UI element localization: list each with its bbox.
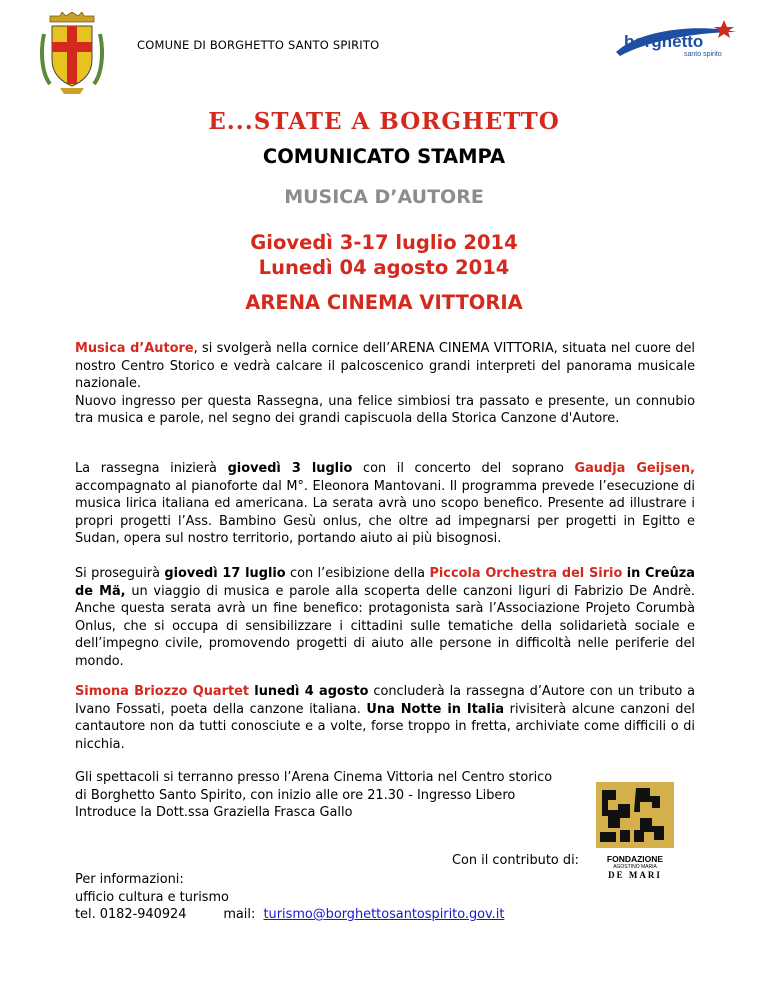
text-segment: La rassegna inizierà: [75, 461, 228, 476]
office-name: ufficio cultura e turismo: [75, 889, 229, 905]
music-title: MUSICA D’AUTORE: [284, 186, 484, 208]
text-segment: accompagnato al pianoforte dal M°. Eleonora Mantovani. Il programma prevede l’esecuzione di musica lirica italiana ed americana. La serata avrà uno scopo benefico. Presente ad illustrare i propri progetti l’Ass. Bambino Gesù onlus, che oltre ad impegnarsi per progetti in Egitto e Sudan, opera sul nostro territorio, portando aiuto ai più bisognosi.: [75, 478, 695, 546]
show-title: in Creûza de Mä,: [75, 566, 695, 599]
concert-date: giovedì 3 luglio: [227, 461, 353, 476]
fondazione-de-mari-logo: [596, 782, 674, 880]
main-title: E...STATE A BORGHETTO: [208, 108, 560, 135]
borghetto-logo: [612, 18, 747, 62]
text-segment: con l’esibizione della: [285, 566, 430, 581]
concert-date: lunedì 4 agosto: [249, 684, 369, 699]
municipal-crest-icon: [40, 12, 104, 96]
foundation-name-mid: AGOSTINO MARIA: [613, 864, 657, 870]
artist-name: Piccola Orchestra del Sirio: [429, 566, 623, 581]
text-segment: un viaggio di musica e parole alla scoperta delle canzoni liguri di Fabrizio De Andrè. Anche questa serata avrà un fine benefico: protagonista sarà l’Associazione Projeto Corumbà Onlus, che si occupa di sensibilizzare i cittadini sulle tematiche della solidarietà sociale e dell’impegno civile, promovendo progetti di aiuto alle persone in difficoltà nelle periferie del mondo.: [75, 583, 695, 669]
intro-paragraph: [75, 340, 695, 428]
concert-date: giovedì 17 luglio: [164, 566, 286, 581]
host-line: Introduce la Dott.ssa Graziella Frasca Gallo: [75, 805, 353, 820]
intro-text-2: Nuovo ingresso per questa Rassegna, una felice simbiosi tra passato e presente, un connubio tra musica e parole, nel segno dei grandi capiscuola della Storica Canzone d'Autore.: [75, 393, 695, 426]
third-concert-paragraph: [75, 683, 695, 753]
press-release-title: COMUNICATO STAMPA: [262, 145, 506, 168]
mail-label: mail:: [223, 907, 256, 922]
venue-title: ARENA CINEMA VITTORIA: [245, 291, 523, 314]
second-concert-paragraph: [75, 565, 695, 670]
artist-name: Simona Briozzo Quartet: [75, 684, 250, 699]
event-name: Musica d’Autore: [75, 341, 194, 356]
logo-subtext: santo spirito: [684, 51, 722, 58]
info-heading: Per informazioni:: [75, 872, 184, 887]
first-concert-paragraph: [75, 460, 695, 548]
phone-number: tel. 0182-940924: [75, 907, 187, 922]
text-segment: rivisiterà alcune canzoni del cantautore non da tutti conosciute e a volte, forse troppo in fretta, archiviate come difficili o di nicchia.: [75, 701, 695, 752]
contribution-label: Con il contributo di:: [452, 853, 579, 868]
text-segment: concluderà la rassegna d’Autore con un tributo a Ivano Fossati, poeta della canzone italiana.: [75, 684, 695, 717]
municipality-header: COMUNE DI BORGHETTO SANTO SPIRITO: [137, 38, 380, 52]
intro-text: , si svolgerà nella cornice dell’ARENA CINEMA VITTORIA, situata nel cuore del nostro Centro Storico e vedrà calcare il palcoscenico grandi interpreti del panorama musicale nazionale.: [75, 341, 695, 391]
venue-line: Gli spettacoli si terranno presso l’Arena Cinema Vittoria nel Centro storico: [75, 770, 553, 785]
logo-text: borghetto: [624, 32, 704, 51]
text-segment: con il concerto del soprano: [352, 461, 575, 476]
time-line: di Borghetto Santo Spirito, con inizio alle ore 21.30 - Ingresso Libero: [75, 787, 516, 803]
artist-name: Gaudja Geijsen,: [574, 461, 695, 476]
show-title: Una Notte in Italia: [366, 701, 505, 717]
contact-info: [75, 871, 504, 924]
date-line-1: Giovedì 3-17 luglio 2014: [250, 231, 518, 254]
fondazione-pattern-icon: [596, 782, 674, 848]
text-segment: Si proseguirà: [75, 566, 165, 581]
foundation-name-top: FONDAZIONE: [606, 854, 664, 864]
email-link[interactable]: turismo@borghettosantospirito.gov.it: [263, 907, 505, 922]
date-line-2: Lunedì 04 agosto 2014: [258, 256, 510, 279]
foundation-name-bottom: DE MARI: [608, 870, 662, 880]
